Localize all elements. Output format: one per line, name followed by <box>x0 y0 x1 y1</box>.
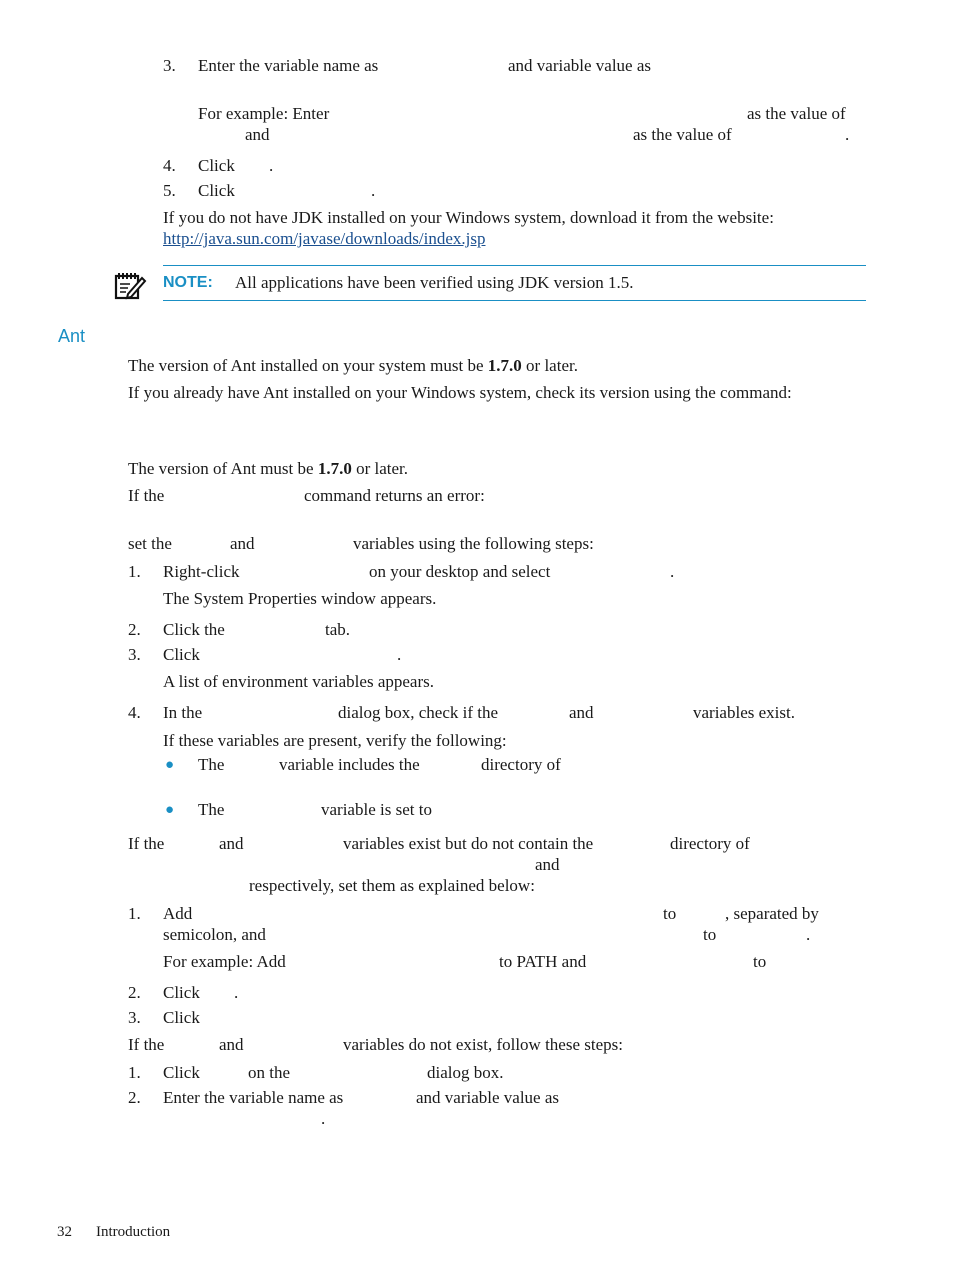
add-step1-to-2: to <box>703 925 717 944</box>
notexist-step1-number: 1. <box>128 1063 141 1082</box>
bullet-dot: ● <box>165 802 175 818</box>
ant-step4-variables-exist: variables exist. <box>693 703 795 722</box>
add-example-path: to PATH and <box>499 952 587 971</box>
jdk-step3-text: Enter the variable name as <box>198 56 379 75</box>
notexist-step1-dialog: dialog box. <box>427 1063 504 1082</box>
add-step1-number: 1. <box>128 904 141 923</box>
footer-page-number: 32 <box>57 1224 72 1240</box>
bullet2-set-to: variable is set to <box>321 800 432 819</box>
add-step2-period: . <box>234 983 239 1002</box>
add-step2-number: 2. <box>128 983 141 1002</box>
notexist-follow: variables do not exist, follow these steps: <box>343 1035 623 1054</box>
ant-if-the: If the <box>128 486 165 505</box>
add-step1-add: Add <box>163 904 193 923</box>
ant-set-the: set the <box>128 534 172 553</box>
ant-step2-tab: tab. <box>325 620 351 639</box>
ant-step3-result: A list of environment variables appears. <box>163 672 434 691</box>
add-example-to: to <box>753 952 767 971</box>
ant-step2-click-the: Click the <box>163 620 225 639</box>
jdk-step4-period: . <box>269 156 274 175</box>
jdk-download-text: If you do not have JDK installed on your Windows system, download it from the website: <box>163 208 774 227</box>
jdk-step3-text-value: and variable value as <box>508 56 652 75</box>
jdk-example-and: and <box>245 125 270 144</box>
ant-check-version-text: If you already have Ant installed on your Windows system, check its version using the command: <box>128 383 792 402</box>
ant-step1-period: . <box>670 562 675 581</box>
ant-step4-in-the: In the <box>163 703 203 722</box>
bullet2-the: The <box>198 800 225 819</box>
add-step1-period: . <box>806 925 811 944</box>
exist-and-2: and <box>535 855 560 874</box>
add-step1-semicolon: semicolon, and <box>163 925 266 944</box>
ant-step3-period: . <box>397 645 402 664</box>
notexist-and: and <box>219 1035 244 1054</box>
jdk-step4-number: 4. <box>163 156 176 175</box>
notexist-step2-value: and variable value as <box>416 1088 560 1107</box>
add-step3-number: 3. <box>128 1008 141 1027</box>
notexist-if-the: If the <box>128 1035 165 1054</box>
ant-step2-number: 2. <box>128 620 141 639</box>
bullet1-directory: directory of <box>481 755 561 774</box>
ant-step4-dialog-check: dialog box, check if the <box>338 703 499 722</box>
ant-step1-right-click: Right-click <box>163 562 240 581</box>
jdk-step3-number: 3. <box>163 56 176 75</box>
jdk-example-text: For example: Enter <box>198 104 330 123</box>
exist-respectively: respectively, set them as explained below: <box>249 876 535 895</box>
notexist-step2-name: Enter the variable name as <box>163 1088 344 1107</box>
jdk-step4-text: Click <box>198 156 235 175</box>
bullet1-includes: variable includes the <box>279 755 420 774</box>
note-pad-icon <box>113 270 147 300</box>
exist-if-the: If the <box>128 834 165 853</box>
jdk-step5-text: Click <box>198 181 235 200</box>
note-bottom-rule <box>163 300 866 301</box>
ant-step4-verify: If these variables are present, verify the following: <box>163 731 507 750</box>
add-step1-to: to <box>663 904 677 923</box>
ant-step1-number: 1. <box>128 562 141 581</box>
note-label: NOTE: <box>163 274 213 291</box>
notexist-step2-number: 2. <box>128 1088 141 1107</box>
jdk-example-value-of: as the value of <box>747 104 846 123</box>
exist-not-contain: variables exist but do not contain the <box>343 834 594 853</box>
ant-step3-click: Click <box>163 645 200 664</box>
jdk-step5-number: 5. <box>163 181 176 200</box>
add-step2-click: Click <box>163 983 200 1002</box>
exist-directory: directory of <box>670 834 750 853</box>
ant-set-and: and <box>230 534 255 553</box>
note-top-rule <box>163 265 866 266</box>
notexist-step1-on-the: on the <box>248 1063 291 1082</box>
ant-step4-number: 4. <box>128 703 141 722</box>
ant-command-error: command returns an error: <box>304 486 485 505</box>
ant-set-rest: variables using the following steps: <box>353 534 594 553</box>
jdk-download-link[interactable]: http://java.sun.com/javase/downloads/index.jsp <box>163 229 486 248</box>
bullet-dot: ● <box>165 757 175 773</box>
footer-section-title: Introduction <box>96 1224 171 1240</box>
add-step1-separated: , separated by <box>725 904 819 923</box>
ant-step1-desktop: on your desktop and select <box>369 562 551 581</box>
ant-version-must: The version of Ant must be 1.7.0 or later. <box>128 459 408 478</box>
ant-step1-result: The System Properties window appears. <box>163 589 437 608</box>
note-text: All applications have been verified using JDK version 1.5. <box>235 273 634 292</box>
jdk-example-value-of-2: as the value of <box>633 125 732 144</box>
jdk-example-period: . <box>845 125 850 144</box>
exist-and: and <box>219 834 244 853</box>
ant-step3-number: 3. <box>128 645 141 664</box>
bullet1-the: The <box>198 755 225 774</box>
notexist-step1-click: Click <box>163 1063 200 1082</box>
ant-version-requirement: The version of Ant installed on your system must be 1.7.0 or later. <box>128 356 578 375</box>
ant-step4-and: and <box>569 703 594 722</box>
add-example: For example: Add <box>163 952 286 971</box>
ant-heading: Ant <box>58 326 86 346</box>
jdk-step5-period: . <box>371 181 376 200</box>
notexist-step2-period: . <box>321 1109 326 1128</box>
add-step3-click: Click <box>163 1008 200 1027</box>
